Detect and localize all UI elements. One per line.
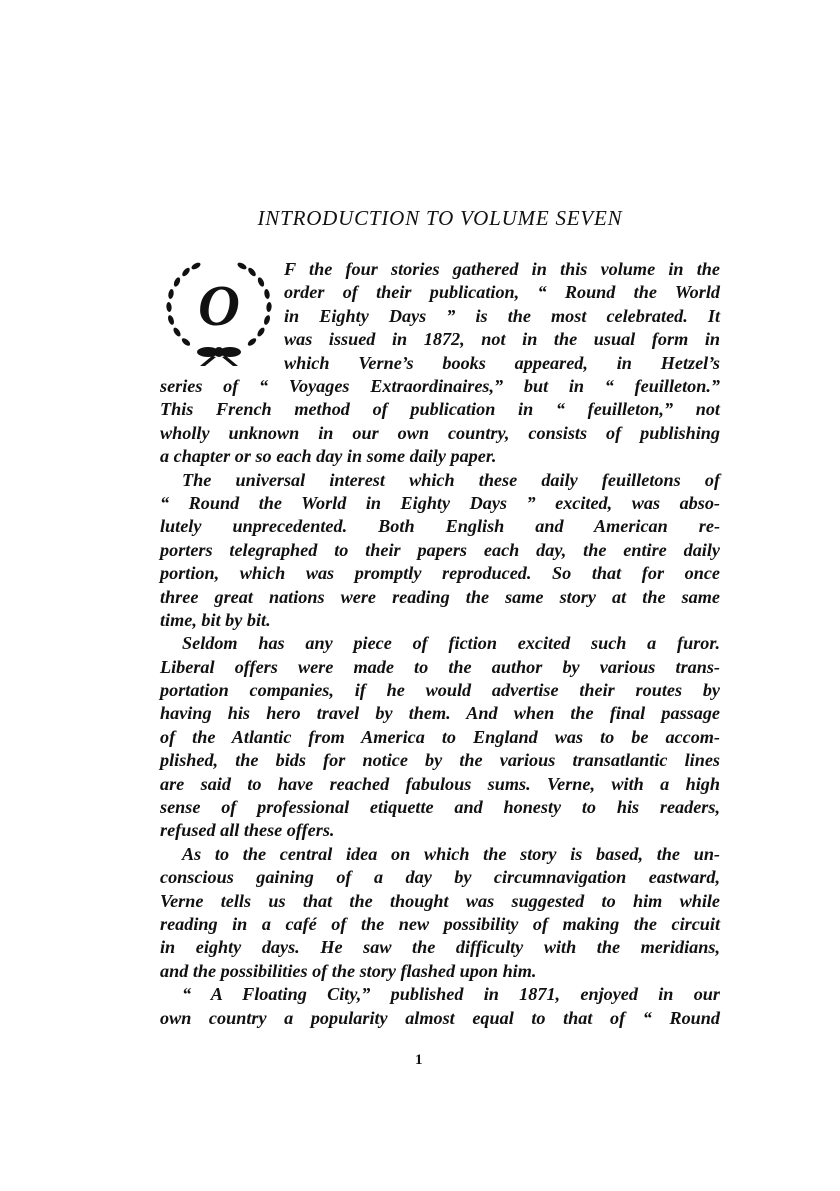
text-line: As to the central idea on which the story is based, the un-: [182, 843, 720, 864]
text-line: porters telegraphed to their papers each day, the entire daily: [160, 539, 720, 560]
text-line: portion, which was promptly reproduced. So that for once: [160, 563, 720, 584]
text-line: plished, the bids for notice by the various transatlantic lines: [160, 750, 720, 771]
chapter-heading: INTRODUCTION TO VOLUME SEVEN: [257, 206, 623, 230]
text-line: in eighty days. He saw the difficulty with the meridians,: [160, 937, 720, 958]
text-line: in Eighty Days ” is the most celebrated. It: [284, 305, 720, 326]
text-line: F the four stories gathered in this volume in the: [284, 259, 720, 279]
text-line: wholly unknown in our own country, consists of publishing: [160, 422, 720, 443]
text-line: series of “ Voyages Extraordinaires,” but in “ feuilleton.”: [160, 376, 720, 396]
paragraphs: [160, 375, 720, 1030]
text-line: was issued in 1872, not in the usual form in: [284, 329, 720, 350]
text-line: Liberal offers were made to the author by various trans-: [160, 656, 720, 677]
drop-cap-letter: O: [198, 273, 240, 338]
text-line: The universal interest which these daily feuilletons of: [182, 469, 720, 490]
drop-cap-ornament: [160, 256, 278, 366]
text-line: and the possibilities of the story flashed upon him.: [160, 960, 537, 981]
text-line: Verne tells us that the thought was suggested to him while: [160, 890, 720, 911]
text-line: sense of professional etiquette and honesty to his readers,: [160, 797, 720, 818]
page-number: 1: [415, 1052, 423, 1068]
text-line: reading in a café of the new possibility of making the circuit: [160, 913, 720, 934]
text-line: a chapter or so each day in some daily paper.: [160, 446, 497, 467]
text-line: lutely unprecedented. Both English and American re-: [160, 516, 720, 537]
text-line: own country a popularity almost equal to that of “ Round: [160, 1007, 720, 1028]
opening-lines: [284, 258, 720, 375]
text-line: “ A Floating City,” published in 1871, enjoyed in our: [182, 984, 720, 1005]
text-line: This French method of publication in “ feuilleton,” not: [160, 399, 720, 420]
text-line: “ Round the World in Eighty Days ” excited, was abso-: [160, 492, 720, 513]
text-line: of the Atlantic from America to England was to be accom-: [160, 726, 720, 747]
text-line: having his hero travel by them. And when the final passage: [160, 703, 720, 724]
text-line: which Verne’s books appeared, in Hetzel’s: [284, 352, 720, 373]
text-line: conscious gaining of a day by circumnavigation eastward,: [160, 867, 720, 888]
text-line: time, bit by bit.: [160, 609, 271, 630]
text-line: three great nations were reading the same story at the same: [160, 586, 720, 607]
text-line: order of their publication, “ Round the World: [284, 282, 720, 303]
text-line: Seldom has any piece of fiction excited such a furor.: [182, 633, 720, 654]
text-line: are said to have reached fabulous sums. Verne, with a high: [160, 773, 720, 794]
text-line: portation companies, if he would advertise their routes by: [160, 680, 720, 701]
text-line: refused all these offers.: [160, 820, 335, 841]
